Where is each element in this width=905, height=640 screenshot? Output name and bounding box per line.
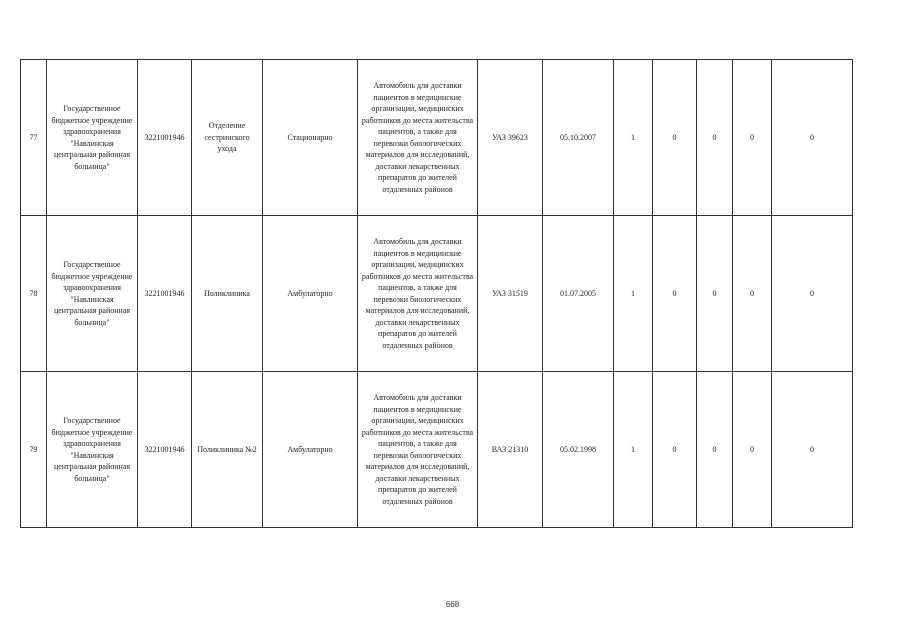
count-cell: 0	[653, 216, 697, 372]
vehicle-model-cell: УАЗ 39623	[478, 60, 543, 216]
inn-cell: 3221001946	[138, 216, 192, 372]
count-cell: 0	[772, 216, 853, 372]
count-cell: 1	[614, 372, 653, 528]
table-row	[21, 216, 853, 372]
count-cell: 0	[653, 372, 697, 528]
table-row	[21, 372, 853, 528]
department-cell: Отделение сестринского ухода	[192, 60, 263, 216]
purpose-cell: Автомобиль для доставки пациентов в медицинские организации, медицинских работников до места жительства пациентов, а также для перевозки биологических материалов для исследований, доставки лекарственных препаратов до жителей отдаленных районов	[358, 372, 478, 528]
purpose-cell: Автомобиль для доставки пациентов в медицинские организации, медицинских работников до места жительства пациентов, а также для перевозки биологических материалов для исследований, доставки лекарственных препаратов до жителей отдаленных районов	[358, 60, 478, 216]
organization-cell: Государственное бюджетное учреждение здравоохранения "Навлинская центральная районная больница"	[47, 372, 138, 528]
care-mode-cell: Амбулаторно	[263, 216, 358, 372]
organization-cell: Государственное бюджетное учреждение здравоохранения "Навлинская центральная районная больница"	[47, 216, 138, 372]
date-cell: 05.10.2007	[543, 60, 614, 216]
row-number-cell: 78	[21, 216, 47, 372]
count-cell: 0	[772, 372, 853, 528]
vehicle-registry-table	[20, 59, 853, 528]
count-cell: 0	[772, 60, 853, 216]
inn-cell: 3221001946	[138, 60, 192, 216]
table-row	[21, 60, 853, 216]
organization-cell: Государственное бюджетное учреждение здравоохранения "Навлинская центральная районная больница"	[47, 60, 138, 216]
count-cell: 0	[697, 216, 733, 372]
count-cell: 1	[614, 60, 653, 216]
date-cell: 05.02.1998	[543, 372, 614, 528]
count-cell: 0	[697, 372, 733, 528]
row-number-cell: 79	[21, 372, 47, 528]
vehicle-model-cell: УАЗ 31519	[478, 216, 543, 372]
page-number: 668	[445, 600, 460, 609]
count-cell: 0	[697, 60, 733, 216]
care-mode-cell: Стационарно	[263, 60, 358, 216]
count-cell: 1	[614, 216, 653, 372]
row-number-cell: 77	[21, 60, 47, 216]
count-cell: 0	[733, 372, 772, 528]
purpose-cell: Автомобиль для доставки пациентов в медицинские организации, медицинских работников до места жительства пациентов, а также для перевозки биологических материалов для исследований, доставки лекарственных препаратов до жителей отдаленных районов	[358, 216, 478, 372]
department-cell: Поликлиника	[192, 216, 263, 372]
count-cell: 0	[733, 60, 772, 216]
inn-cell: 3221001946	[138, 372, 192, 528]
count-cell: 0	[733, 216, 772, 372]
date-cell: 01.07.2005	[543, 216, 614, 372]
department-cell: Поликлиника №2	[192, 372, 263, 528]
count-cell: 0	[653, 60, 697, 216]
vehicle-model-cell: ВАЗ 21310	[478, 372, 543, 528]
care-mode-cell: Амбулаторно	[263, 372, 358, 528]
